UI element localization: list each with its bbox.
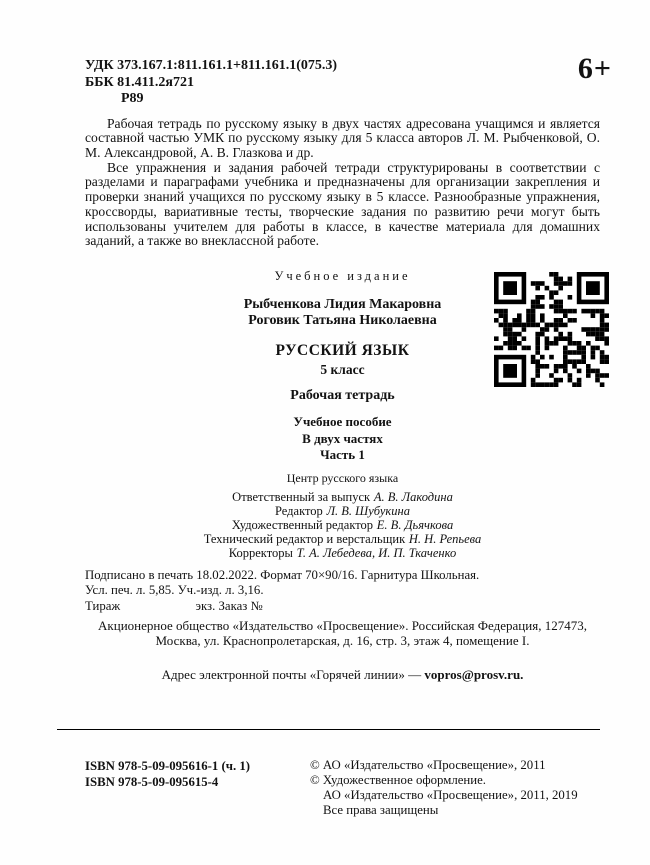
edition-kind-label: Учебное издание [274, 269, 411, 284]
bbk-code: ББК 81.411.2я721 [85, 74, 194, 90]
author-sign-code: Р89 [121, 91, 144, 106]
print-run-label: Тираж [85, 598, 121, 613]
credit-name: Е. В. Дьячкова [376, 517, 454, 532]
credit-role: Технический редактор и верстальщик [203, 531, 406, 546]
order-number-label: экз. Заказ № [195, 598, 263, 613]
hotline-email-label: Адрес электронной почты «Горячей линии» — [161, 666, 422, 682]
annotation-paragraph-2: Все упражнения и задания рабочей тетради структурированы в соответствии с разделами и параграфами учебника и предназначены для организации закрепления и проверки знаний учащихся по русскому языку в 5 классе. Разнообразные упражнения, кроссворды, вариативные тесты, творческие задания по развитию речи могут быть использованы учителем для работы в классе, в качестве материала для домашних заданий, а также во внеклассной работе. [85, 159, 600, 249]
print-info-line: Подписано в печать 18.02.2022. Формат 70×90/16. Гарнитура Школьная. [85, 567, 480, 582]
print-run-line [85, 599, 600, 615]
copyright-line: АО «Издательство «Просвещение», 2011, 2019 [323, 788, 578, 803]
credit-role: Художественный редактор [231, 517, 374, 532]
print-info-line: Усл. печ. л. 5,85. Уч.-изд. л. 3,16. [85, 583, 264, 598]
footer-divider [57, 729, 600, 730]
print-info [85, 568, 600, 615]
credit-line [85, 518, 600, 532]
credit-role: Ответственный за выпуск [232, 489, 371, 504]
copyright-line: © Художественное оформление. [310, 772, 486, 787]
hotline-email-line [85, 667, 600, 683]
isbn-part1: ISBN 978-5-09-095616-1 (ч. 1) [85, 758, 251, 773]
udk-code: УДК 373.167.1:811.161.1+811.161.1(075.3) [85, 58, 338, 73]
credit-name: Л. В. Шубукина [326, 503, 410, 518]
copyright-block [310, 758, 578, 819]
part-number: Часть 1 [320, 447, 365, 463]
credit-line [85, 532, 600, 546]
credit-role: Редактор [275, 503, 323, 518]
credits-block [85, 490, 600, 560]
isbn-block [85, 758, 310, 819]
footer-block [85, 758, 600, 819]
credit-name: Т. А. Лебедева, И. П. Ткаченко [296, 545, 457, 560]
copyright-line: © АО «Издательство «Просвещение», 2011 [310, 757, 546, 772]
annotation-paragraph-1: Рабочая тетрадь по русскому языку в двух частях адресована учащимся и является составной частью УМК по русскому языку для 5 класса авторов Л. М. Рыбченковой, О. М. Александровой, А. В. Глазкова и др. [85, 115, 600, 160]
author-name: Рыбченкова Лидия Макаровна [243, 297, 442, 313]
copyright-line: Все права защищены [323, 803, 439, 818]
qr-code [492, 270, 610, 388]
classification-codes [85, 58, 600, 108]
author-name: Роговик Татьяна Николаевна [248, 312, 437, 328]
series-label: Рабочая тетрадь [290, 388, 395, 404]
publisher-address: Акционерное общество «Издательство «Просвещение». Российская Федерация, 127473, Москва, ул. Краснопролетарская, д. 16, стр. 3, этаж 4, помещение I. [98, 618, 587, 648]
publication-type: Учебное пособие [293, 414, 392, 430]
isbn-part2: ISBN 978-5-09-095615-4 [85, 774, 219, 789]
annotation [85, 117, 600, 250]
credit-line [85, 504, 600, 518]
center-label: Центр русского языка [286, 470, 399, 485]
book-title: РУССКИЙ ЯЗЫК [275, 342, 410, 360]
age-rating-badge: 6+ [577, 52, 612, 85]
credit-role: Корректоры [228, 545, 293, 560]
hotline-email-value: vopros@prosv.ru. [424, 666, 524, 682]
credit-line [85, 490, 600, 504]
credit-line [85, 546, 600, 560]
qr-code-image [494, 272, 609, 387]
credit-name: А. В. Лакодина [373, 489, 453, 504]
grade-label: 5 класс [320, 362, 365, 378]
credit-name: Н. Н. Репьева [408, 531, 482, 546]
parts-label: В двух частях [302, 430, 383, 446]
